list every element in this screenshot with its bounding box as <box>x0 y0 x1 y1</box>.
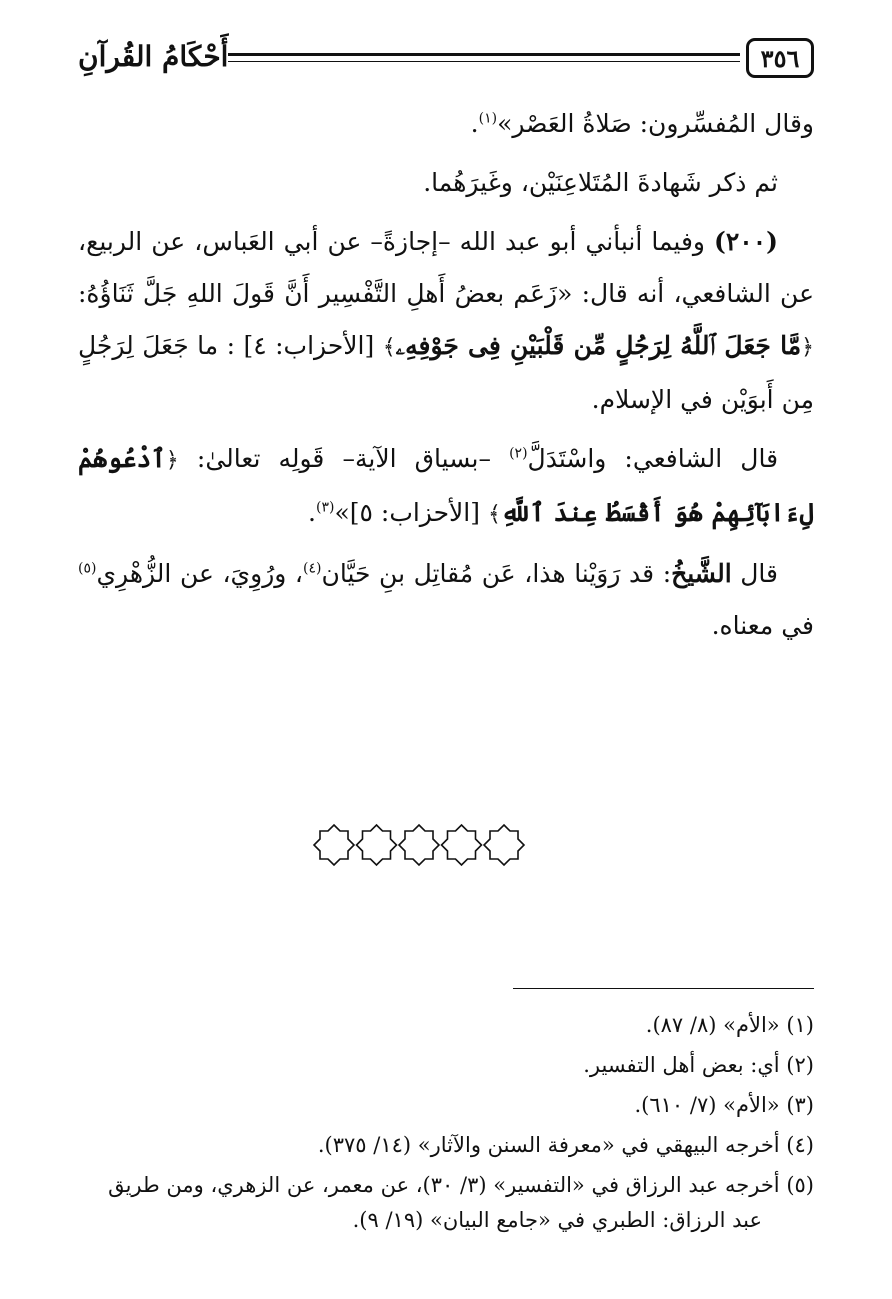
paragraph-1-end: . <box>470 109 479 138</box>
quran-close-bracket: ﴾ <box>487 502 501 527</box>
paragraph-4 <box>78 433 814 541</box>
verse-reference-2: [الأحزاب: ٥]» <box>334 498 481 527</box>
ornamental-star-icon <box>314 825 354 865</box>
paragraph-3-text: وفيما أنبأني أبو عبد الله –إجازةً– عن أبي العَباس، عن الربيع، عن الشافعي، أنه قال: «زَعَم بعضُ أَهلِ التَّفْسِير أَنَّ قَولَ اللهِ جَلَّ ثَنَاؤُهُ: <box>78 227 814 308</box>
quran-open-bracket: ﴿ <box>165 448 179 473</box>
footnote-ref-3: (٣) <box>315 499 335 516</box>
section-separator <box>312 823 526 867</box>
footnote-ref-2: (٢) <box>509 445 528 462</box>
paragraph-4-text: قال الشافعي: واسْتَدَلَّ <box>527 444 779 473</box>
paragraph-1 <box>78 98 814 150</box>
paragraph-2: ثم ذكر شَهادةَ المُتَلاعِنَيْن، وغَيرَهُما. <box>423 168 778 197</box>
paragraph-4-text-2: –بسياق الآية– قَولِه تعالىٰ: <box>196 444 491 473</box>
paragraph-5-text-2: : قد رَوَيْنا هذا، عَن مُقاتِل بنِ حَيَّان <box>321 559 672 588</box>
quran-verse-2: ٱدْعُوهُمْ لِءَابَآئِهِمْ هُوَ أَقْسَطُ عِندَ ٱللَّهِ <box>78 444 814 527</box>
ornamental-star-icon <box>442 825 482 865</box>
paragraph-5-text-3: ، ورُوِيَ، عن الزُّهْرِي <box>96 559 304 588</box>
main-text <box>78 98 814 659</box>
footnotes <box>78 1008 814 1243</box>
paragraph-5-text: قال <box>740 559 778 588</box>
hadith-number: (٢٠٠) <box>714 227 778 256</box>
paragraph-1-text: وقال المُفسِّرون: صَلاةُ العَصْر» <box>497 109 814 138</box>
paragraph-4-end: . <box>308 498 316 527</box>
header-rule-thick <box>228 53 740 56</box>
shaykh-label: الشَّيخُ <box>671 559 732 588</box>
quran-close-bracket: ﴾ <box>382 335 396 360</box>
paragraph-3-tail: : ما جَعَلَ لِرَجُلٍ مِن أَبوَيْن في الإسلام. <box>78 331 814 414</box>
ornamental-star-icon <box>484 825 524 865</box>
quran-verse-1: مَّا جَعَلَ ٱللَّهُ لِرَجُلٍ مِّن قَلْبَيْنِ فِى جَوْفِهِۦ <box>395 331 802 360</box>
footnote-2: (٢) أي: بعض أهل التفسير. <box>583 1053 814 1077</box>
footnote-4: (٤) أخرجه البيهقي في «معرفة السنن والآثار» (١٤/ ٣٧٥). <box>317 1133 814 1157</box>
header-rule-thin <box>228 61 740 62</box>
footnote-ref-1: (١) <box>478 110 498 127</box>
footnote-ref-4: (٤) <box>303 560 322 577</box>
footnote-5: (٥) أخرجه عبد الرزاق في «التفسير» (٣/ ٣٠)، عن معمر، عن الزهري، ومن طريق عبد الرزاق: الطبري في «جامع البيان» (١٩/ ٩). <box>108 1173 814 1232</box>
footnote-3: (٣) «الأم» (٧/ ٦١٠). <box>634 1093 814 1117</box>
footnote-ref-5: (٥) <box>78 560 97 577</box>
ornamental-star-icon <box>357 825 397 865</box>
paragraph-3 <box>78 216 814 426</box>
verse-reference-1: [الأحزاب: ٤] <box>243 331 375 360</box>
footnote-1: (١) «الأم» (٨/ ٨٧). <box>645 1013 814 1037</box>
quran-open-bracket: ﴿ <box>801 335 814 360</box>
footnote-separator <box>513 988 814 989</box>
page-number: ٣٥٦ <box>746 38 814 78</box>
paragraph-5-tail: في معناه. <box>711 611 814 640</box>
paragraph-5 <box>78 548 814 652</box>
page-header <box>78 36 814 86</box>
book-title: أَحْكَامُ القُرآنِ <box>78 40 229 73</box>
ornamental-star-icon <box>399 825 439 865</box>
